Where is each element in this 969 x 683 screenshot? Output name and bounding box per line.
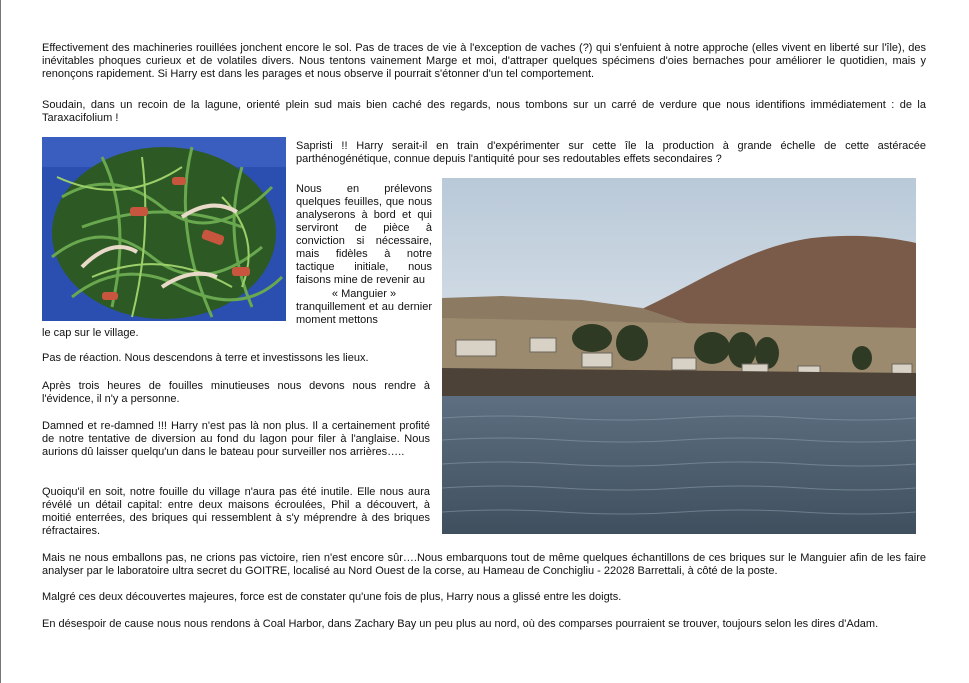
paragraph-cap-village: le cap sur le village.: [42, 327, 139, 339]
page-edge: [0, 0, 1, 683]
paragraph-sapristi: Sapristi !! Harry serait-il en train d'expérimenter sur cette île la production à grande échelle de cette astéracée parthénogénétique, connue depuis l'antiquité pour ses redoutables effets secondaires ?: [296, 140, 926, 165]
paragraph-prelevons: Nous en prélevons quelques feuilles, que nous analyserons à bord et qui serviront de pièce à conviction si nécessaire, mais fidèles à notre tactique initiale, nous faisons mine de revenir au: [296, 183, 432, 286]
paragraph-tranquillement: tranquillement et au dernier moment mettons: [296, 301, 432, 326]
paragraph-decouvertes: Malgré ces deux découvertes majeures, force est de constater qu'une fois de plus, Harry nous a glissé entre les doigts.: [42, 591, 622, 603]
paragraph-pas-de-reaction: Pas de réaction. Nous descendons à terre et investissons les lieux.: [42, 352, 369, 364]
paragraph-manguier-name: « Manguier »: [331, 288, 397, 300]
paragraph-taraxacifolium: Soudain, dans un recoin de la lagune, orienté plein sud mais bien caché des regards, nous tombons sur un carré de verdure que nous identifions immédiatement : de la Taraxacifolium !: [42, 99, 926, 124]
paragraph-emballons: Mais ne nous emballons pas, ne crions pas victoire, rien n'est encore sûr….Nous embarquons tout de même quelques échantillons de ces briques sur le Manguier afin de les faire analyser par le laboratoire ultra secret du GOITRE, localisé au Nord Ouest de la corse, au Hameau de Conchigliu - 22028 Barrettali, à côté de la poste.: [42, 552, 926, 577]
paragraph-quoiquil: Quoiqu'il en soit, notre fouille du village n'aura pas été inutile. Elle nous aura révélé un détail capital: entre deux maisons écroulées, Phil a découvert, à moitié enterrées, des briques qui ressemblent à s'y méprendre à des briques réfractaires.: [42, 486, 430, 537]
salad-photo: [42, 137, 286, 321]
paragraph-machineries: Effectivement des machineries rouillées jonchent encore le sol. Pas de traces de vie à l'exception de vaches (?) qui s'enfuient à notre approche (elles vivent en liberté sur l'île), des inévitables phoques curieux et de volatiles divers. Nous tentons vainement Marge et moi, d'attraper quelques spécimens d'oies bernaches pour améliorer le quotidien, mais y renonçons rapidement. Si Harry est dans les parages et nous observe il pourrait s'étonner d'un tel comportement.: [42, 42, 926, 80]
paragraph-damned: Damned et re-damned !!! Harry n'est pas là non plus. Il a certainement profité de notre tentative de diversion au fond du lagon pour filer à l'anglaise. Nous aurions dû laisser quelqu'un dans le bateau pour surveiller nos arrières…..: [42, 420, 430, 458]
paragraph-coal-harbor: En désespoir de cause nous nous rendons à Coal Harbor, dans Zachary Bay un peu plus au nord, où des comparses pourraient se trouver, toujours selon les dires d'Adam.: [42, 618, 879, 630]
paragraph-trois-heures: Après trois heures de fouilles minutieuses nous devons nous rendre à l'évidence, il n'y a personne.: [42, 380, 430, 405]
village-shore-photo: [442, 178, 916, 534]
